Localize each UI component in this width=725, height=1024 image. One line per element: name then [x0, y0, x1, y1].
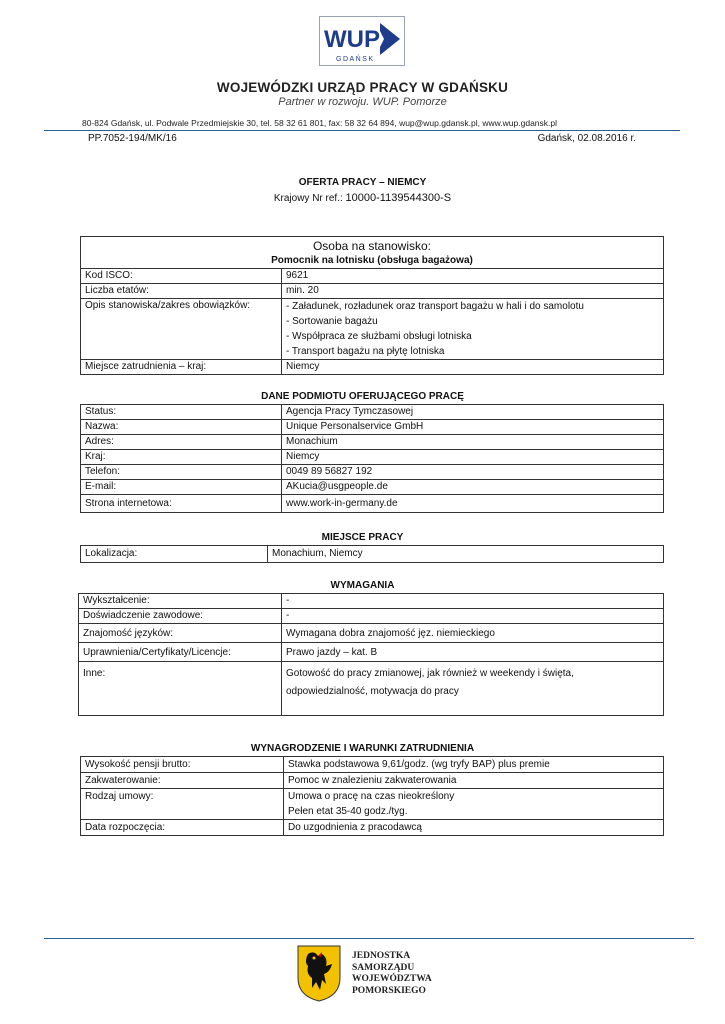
table-row — [81, 820, 664, 836]
umowa-line: Umowa o pracę na czas nieokreślony — [288, 791, 455, 802]
position-heading: Osoba na stanowisko: — [81, 237, 664, 255]
footer-line: POMORSKIEGO — [352, 985, 426, 996]
doswiadczenie-label: Doświadczenie zawodowe: — [79, 609, 282, 624]
inne-line: odpowiedzialność, motywacja do pracy — [286, 686, 459, 697]
zakwaterowanie-value: Pomoc w znalezieniu zakwaterowania — [284, 773, 664, 789]
logo-subtext: GDAŃSK — [336, 56, 375, 63]
requirements-title: WYMAGANIA — [330, 580, 395, 591]
footer-line: JEDNOSTKA — [352, 951, 411, 961]
umowa-label: Rodzaj umowy: — [81, 789, 284, 820]
rozpoczecie-value: Do uzgodnienia z pracodawcą — [284, 820, 664, 836]
salary-title: WYNAGRODZENIE I WARUNKI ZATRUDNIENIA — [250, 743, 475, 754]
inne-value — [282, 662, 664, 716]
inne-label: Inne: — [79, 662, 282, 716]
duty-item: - Współpraca ze służbami obsługi lotniska — [286, 331, 472, 342]
status-label: Status: — [81, 405, 282, 420]
lokalizacja-value: Monachium, Niemcy — [268, 546, 664, 563]
table-row — [79, 624, 664, 643]
etaty-value: min. 20 — [282, 284, 664, 299]
salary-table — [80, 756, 664, 836]
kod-isco-value: 9621 — [282, 269, 664, 284]
logo-text: WUP — [324, 26, 380, 53]
footer-divider — [44, 938, 694, 939]
position-table — [80, 236, 664, 375]
opis-label: Opis stanowiska/zakres obowiązków: — [81, 299, 282, 360]
krajowy-number: 10000-1139544300-S — [345, 192, 452, 204]
table-row — [81, 284, 664, 299]
miejsce-label: Miejsce zatrudnienia – kraj: — [81, 360, 282, 375]
krajowy-label: Krajowy Nr ref.: — [273, 193, 346, 204]
employer-table — [80, 404, 664, 513]
table-row — [81, 495, 664, 513]
rozpoczecie-label: Data rozpoczęcia: — [81, 820, 284, 836]
wup-logo — [319, 16, 405, 66]
footer-text — [352, 951, 432, 997]
lokalizacja-label: Lokalizacja: — [81, 546, 268, 563]
document-date: Gdańsk, 02.08.2016 r. — [537, 133, 636, 144]
table-row — [81, 789, 664, 820]
duty-item: - Załadunek, rozładunek oraz transport bagażu w hali i do samolotu — [286, 301, 584, 312]
org-address: 80-824 Gdańsk, ul. Podwale Przedmiejskie 30, tel. 58 32 61 801, fax: 58 32 64 894, wup@wup.gdansk.pl, www.wup.gdansk.pl — [82, 118, 557, 128]
employer-title: DANE PODMIOTU OFERUJĄCEGO PRACĘ — [261, 391, 464, 402]
header-divider — [44, 130, 680, 131]
table-row — [81, 299, 664, 360]
adres-label: Adres: — [81, 435, 282, 450]
kod-isco-label: Kod ISCO: — [81, 269, 282, 284]
status-value: Agencja Pracy Tymczasowej — [282, 405, 664, 420]
doswiadczenie-value: - — [282, 609, 664, 624]
miejsce-value: Niemcy — [282, 360, 664, 375]
wyksztalcenie-value: - — [282, 594, 664, 609]
table-row — [81, 546, 664, 563]
table-row — [81, 757, 664, 773]
position-name: Pomocnik na lotnisku (obsługa bagażowa) — [81, 254, 664, 269]
nazwa-value: Unique Personalservice GmbH — [282, 420, 664, 435]
umowa-line: Pełen etat 35-40 godz./tyg. — [288, 806, 408, 817]
duty-item: - Transport bagażu na płytę lotniska — [286, 346, 445, 357]
krajowy-ref — [0, 192, 725, 204]
footer-line: SAMORZĄDU — [352, 962, 415, 973]
table-row — [81, 405, 664, 420]
table-row — [81, 435, 664, 450]
table-row — [81, 360, 664, 375]
pensja-label: Wysokość pensji brutto: — [81, 757, 284, 773]
nazwa-label: Nazwa: — [81, 420, 282, 435]
table-row — [81, 773, 664, 789]
wyksztalcenie-label: Wykształcenie: — [79, 594, 282, 609]
table-row — [79, 643, 664, 662]
document-reference: PP.7052-194/MK/16 — [88, 133, 177, 144]
etaty-label: Liczba etatów: — [81, 284, 282, 299]
www-value[interactable]: www.work-in-germany.de — [282, 495, 664, 513]
kraj-value: Niemcy — [282, 450, 664, 465]
table-row — [81, 480, 664, 495]
adres-value: Monachium — [282, 435, 664, 450]
inne-line: Gotowość do pracy zmianowej, jak również w weekendy i święta, — [286, 668, 574, 679]
telefon-label: Telefon: — [81, 465, 282, 480]
pensja-value: Stawka podstawowa 9,61/godz. (wg tryfy BAP) plus premie — [284, 757, 664, 773]
table-row — [81, 269, 664, 284]
email-value[interactable]: AKucia@usgpeople.de — [282, 480, 664, 495]
offer-title: OFERTA PRACY – NIEMCY — [298, 177, 427, 188]
opis-value — [282, 299, 664, 360]
zakwaterowanie-label: Zakwaterowanie: — [81, 773, 284, 789]
table-row — [79, 609, 664, 624]
table-row — [79, 662, 664, 716]
table-row — [79, 594, 664, 609]
org-motto: Partner w rozwoju. WUP. Pomorze — [278, 96, 447, 108]
duty-item: - Sortowanie bagażu — [286, 316, 378, 327]
place-title: MIEJSCE PRACY — [321, 532, 404, 543]
jezyki-value: Wymagana dobra znajomość jęz. niemieckiego — [282, 624, 664, 643]
uprawnienia-value: Prawo jazdy – kat. B — [282, 643, 664, 662]
kraj-label: Kraj: — [81, 450, 282, 465]
jezyki-label: Znajomość języków: — [79, 624, 282, 643]
requirements-table — [78, 593, 664, 716]
org-name: WOJEWÓDZKI URZĄD PRACY W GDAŃSKU — [216, 80, 509, 95]
place-table — [80, 545, 664, 563]
telefon-value: 0049 89 56827 192 — [282, 465, 664, 480]
griffin-crest-icon — [296, 944, 342, 1002]
table-row — [81, 465, 664, 480]
table-row — [81, 420, 664, 435]
email-label: E-mail: — [81, 480, 282, 495]
table-row — [81, 450, 664, 465]
uprawnienia-label: Uprawnienia/Certyfikaty/Licencje: — [79, 643, 282, 662]
umowa-value — [284, 789, 664, 820]
footer-line: WOJEWÓDZTWA — [352, 974, 432, 984]
www-label: Strona internetowa: — [81, 495, 282, 513]
wup-logo-icon — [320, 17, 404, 65]
